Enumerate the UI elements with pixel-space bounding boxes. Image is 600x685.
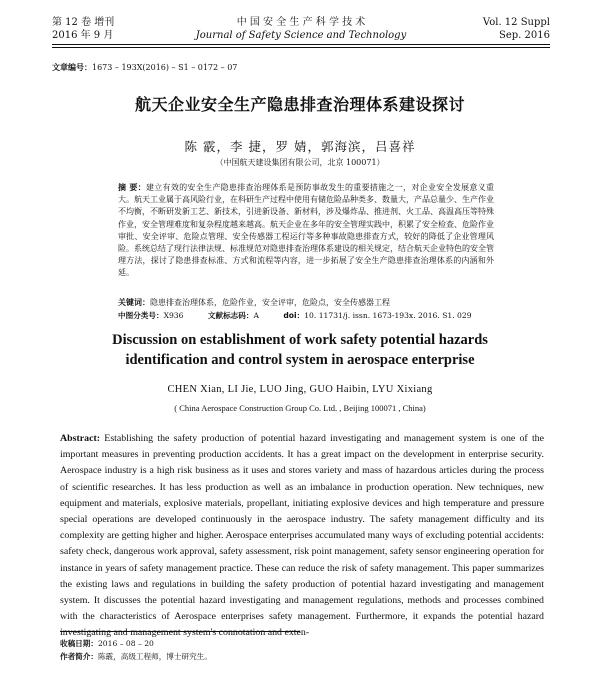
chinese-keywords-text: 隐患排查治理体系，危险作业，安全评审，危险点，安全传感器工程	[150, 298, 390, 307]
chinese-abstract-text: 建立有效的安全生产隐患排查治理体系是预防事故发生的重要措施之一，对企业安全发展意义重大。航天工业属于高风险行业，在科研生产过程中使用有储危险品种类多、数量大，产品总量少、生产作业不均衡，不断研发新工艺、新技术，引进新设备、新材料，涉及爆炸品、推进剂、火工品、高温高压等特殊作业，安全管理难度和复杂程度越来越高。航天企业在多年的安全管理实践中，积累了安全检查、危险作业审批、安全评审、危险点管理、安全传感器工程运行等多种事故隐患排查方式，较好的降低了企业管理风险。系统总结了现行法律法规、标准规范对隐患排查治理体系建设的相关规定，结合航天企业特色的安全管理方法，探讨了隐患排查标准、方式和流程等内容，进一步拓展了安全生产隐患排查治理体系的内涵和外延。	[118, 183, 494, 278]
chinese-keywords	[118, 297, 494, 309]
header-journal-block	[52, 16, 550, 42]
english-title: Discussion on establishment of work safety potential hazards identification and control system in aerospace enterprise	[112, 332, 488, 368]
author-bio-text: 陈霰，高级工程师，博士研究生。	[97, 652, 212, 661]
header-journal-cn: 中 国 安 全 生 产 科 学 技 术	[236, 17, 366, 28]
header-journal-en: Journal of Safety Science and Technology	[195, 30, 407, 41]
header-volume: 第 12 卷 增刊	[52, 17, 115, 28]
english-affiliation: ( China Aerospace Construction Group Co. Ltd. , Beijing 100071 , China)	[174, 403, 426, 413]
document-code: 文献标志码：A	[207, 311, 259, 320]
english-abstract-label: Abstract:	[60, 433, 101, 444]
footnote-author-bio	[60, 651, 212, 662]
english-abstract-text: Establishing the safety production of potential hazard investigating and management system is one of the important measures in preventing production accidents. It has a great impact on the development in enterprise security. Aerospace industry is a high risk business as it uses and stores variety and mass of hazardous articles during the process of scientific researches. It has less production as well as an imbalance in production operation. New techniques, new equipment and materials, explosive materials, propellant, initiating explosive devices and high temperature and pressure special operations are developed continuously in the aerospace industry. The safety management difficulty and its complexity are getting higher and higher. Aerospace enterprises accumulated many ways of excluding potential accidents: safety check, dangerous work approval, safety assessment, risk point management, safety sensor engineering operation for instance in years of safety management practice. These can reduce the risk of safety management. This paper summarizes the existing laws and regulations in building the safety production of potential hazard investigating and management system. It discusses the potential hazard investigating and management regulations, methods and processes combined with the characteristics of Aerospace enterprises safety management. Furthermore, it expands the potential hazard investigating and management system's connotation and exten-	[60, 433, 545, 639]
header-date-en: Sep. 2016	[499, 30, 550, 41]
doi: doi：10. 11731/j. issn. 1673-193x. 2016. S1. 029	[283, 311, 472, 320]
clc-number: 中图分类号：X936	[118, 311, 184, 320]
received-label: 收稿日期：	[60, 639, 98, 648]
author-bio-label: 作者简介：	[60, 652, 98, 661]
chinese-keywords-label: 关键词：	[118, 298, 150, 307]
classification-line	[118, 310, 494, 322]
chinese-title: 航天企业安全生产隐患排查治理体系建设探讨	[134, 95, 465, 114]
running-header	[52, 16, 550, 54]
chinese-abstract-label: 摘 要：	[118, 183, 146, 192]
footnote-rule	[60, 631, 300, 632]
article-number-value: 1673 – 193X(2016) – S1 – 0172 – 07	[92, 63, 238, 72]
received-date: 2016 – 08 – 20	[97, 639, 154, 648]
header-rule-thick	[52, 44, 550, 45]
article-number	[52, 62, 237, 73]
header-rule-thin	[52, 47, 550, 48]
chinese-affiliation: （中国航天建设集团有限公司，北京 100071）	[215, 158, 385, 167]
english-authors: CHEN Xian, LI Jie, LUO Jing, GUO Haibin, LYU Xixiang	[167, 384, 433, 395]
article-number-label: 文章编号：	[52, 63, 92, 72]
header-date-cn: 2016 年 9 月	[52, 30, 114, 41]
chinese-abstract	[118, 182, 494, 280]
footnote-received	[60, 638, 154, 649]
chinese-authors: 陈 霰，李 捷，罗 婧，郭海滨，吕喜祥	[184, 139, 416, 154]
header-vol-en: Vol. 12 Suppl	[482, 17, 550, 28]
header-issue-block	[483, 16, 550, 42]
english-abstract	[60, 431, 544, 642]
